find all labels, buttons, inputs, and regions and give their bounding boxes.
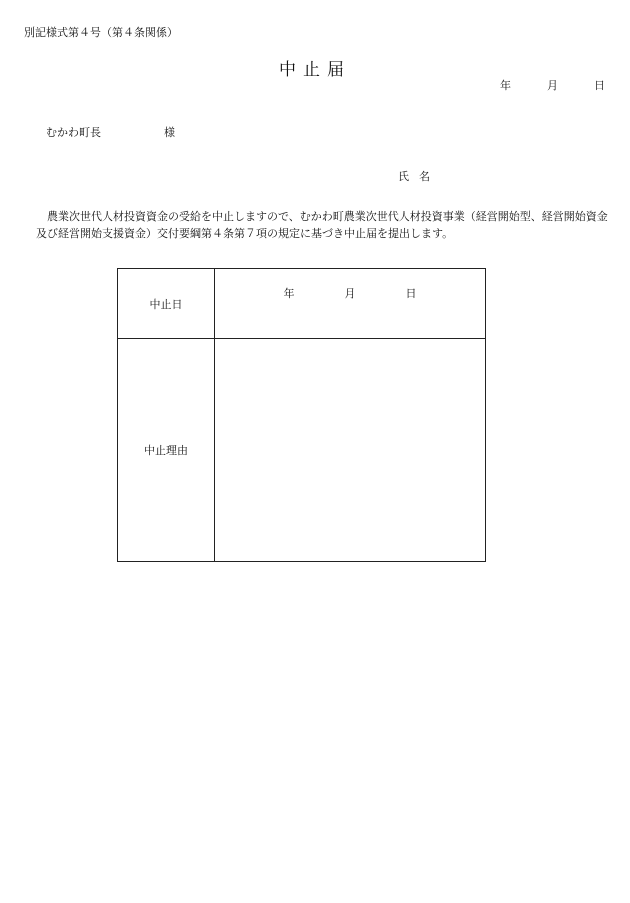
table-row-stop-date bbox=[118, 269, 486, 339]
submission-date bbox=[500, 77, 605, 93]
stop-date-month-label: 月 bbox=[344, 287, 356, 300]
date-day-label: 日 bbox=[594, 79, 605, 92]
date-year-label: 年 bbox=[500, 79, 511, 92]
stop-date-year-label: 年 bbox=[283, 287, 295, 300]
stop-date-day-label: 日 bbox=[405, 287, 417, 300]
applicant-name-label: 氏名 bbox=[398, 170, 440, 183]
date-month-label: 月 bbox=[547, 79, 558, 92]
body-text: 農業次世代人材投資資金の受給を中止しますので、むかわ町農業次世代人材投資事業（経営開始型、経営開始資金及び経営開始支援資金）交付要綱第４条第７項の規定に基づき中止届を提出します。 bbox=[36, 210, 608, 240]
table-row-stop-reason bbox=[118, 339, 486, 562]
stop-date-field[interactable] bbox=[215, 269, 486, 339]
stop-reason-label: 中止理由 bbox=[118, 339, 215, 562]
stop-date-label: 中止日 bbox=[118, 269, 215, 339]
addressee-honorific: 様 bbox=[164, 126, 175, 139]
addressee-name: むかわ町長 bbox=[46, 126, 101, 139]
document-title: 中止届 bbox=[279, 60, 351, 80]
stop-info-table bbox=[117, 268, 486, 562]
stop-reason-field[interactable] bbox=[215, 339, 486, 562]
form-number: 別記様式第４号（第４条関係） bbox=[24, 26, 178, 39]
